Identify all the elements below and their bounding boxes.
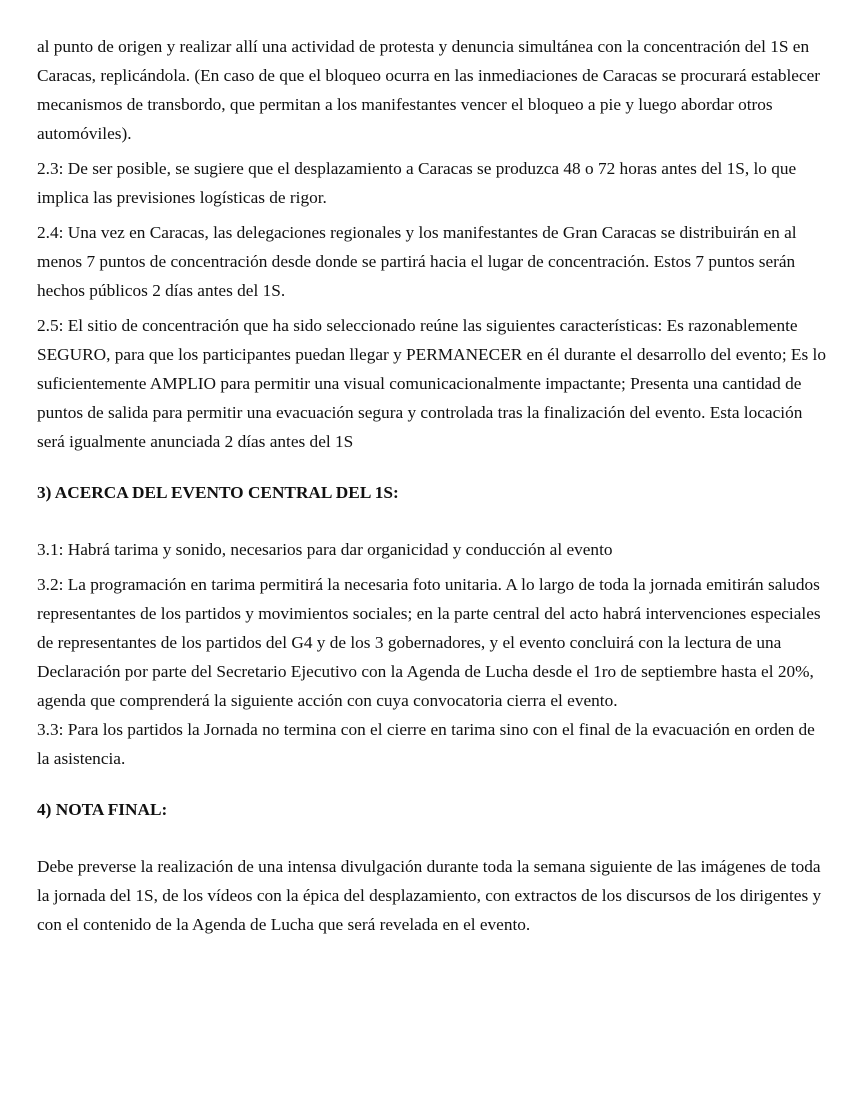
section-4-heading: 4) NOTA FINAL:: [37, 800, 168, 819]
section-3-heading: 3) ACERCA DEL EVENTO CENTRAL DEL 1S:: [37, 483, 399, 502]
paragraph-2-5: 2.5: El sitio de concentración que ha sido seleccionado reúne las siguientes características: Es razonablemente SEGURO, para que los participantes puedan llegar y PERMANECER en él durante el desarrollo del evento; Es lo suficientemente AMPLIO para permitir una visual comunicacionalmente impactante; Presenta una cantidad de puntos de salida para permitir una evacuación segura y controlada tras la finalización del evento. Esta locación será igualmente anunciada 2 días antes del 1S: [37, 316, 826, 451]
paragraph-final: Debe preverse la realización de una intensa divulgación durante toda la semana siguiente de las imágenes de toda la jornada del 1S, de los vídeos con la épica del desplazamiento, con extractos de los discursos de los dirigentes y con el contenido de la Agenda de Lucha que será revelada en el evento.: [37, 857, 822, 934]
paragraph-3-1: 3.1: Habrá tarima y sonido, necesarios para dar organicidad y conducción al evento: [37, 540, 613, 559]
paragraph-3-3: 3.3: Para los partidos la Jornada no termina con el cierre en tarima sino con el final de la evacuación en orden de la asistencia.: [37, 720, 815, 768]
document-page: [37, 32, 829, 939]
paragraph-3-2: 3.2: La programación en tarima permitirá la necesaria foto unitaria. A lo largo de toda la jornada emitirán saludos representantes de los partidos y movimientos sociales; en la parte central del acto habrá intervenciones especiales de representantes de los partidos del G4 y de los 3 gobernadores, y el evento concluirá con la lectura de una Declaración por parte del Secretario Ejecutivo con la Agenda de Lucha desde el 1ro de septiembre hasta el 20%, agenda que comprenderá la siguiente acción con cuya convocatoria cierra el evento.: [37, 575, 821, 710]
paragraph-intro: al punto de origen y realizar allí una actividad de protesta y denuncia simultánea con la concentración del 1S en Caracas, replicándola. (En caso de que el bloqueo ocurra en las inmediaciones de Caracas se procurará establecer mecanismos de transbordo, que permitan a los manifestantes vencer el bloqueo a pie y luego abordar otros automóviles).: [37, 37, 821, 143]
paragraph-2-4: 2.4: Una vez en Caracas, las delegaciones regionales y los manifestantes de Gran Caracas se distribuirán en al menos 7 puntos de concentración desde donde se partirá hacia el lugar de concentración. Estos 7 puntos serán hechos públicos 2 días antes del 1S.: [37, 223, 797, 300]
paragraph-2-3: 2.3: De ser posible, se sugiere que el desplazamiento a Caracas se produzca 48 o 72 horas antes del 1S, lo que implica las previsiones logísticas de rigor.: [37, 159, 797, 207]
